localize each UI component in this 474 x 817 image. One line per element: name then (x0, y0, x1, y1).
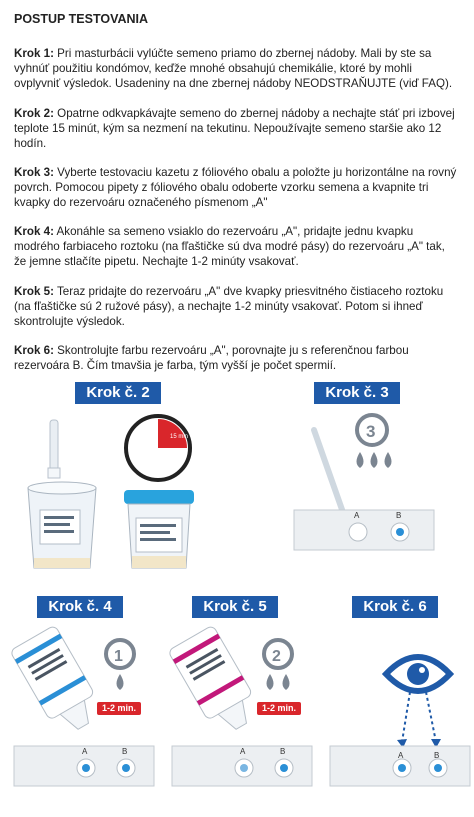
page-title: POSTUP TESTOVANIA (14, 12, 149, 26)
krok2-badge: Krok č. 2 (75, 382, 161, 404)
capped-cup-icon (124, 490, 194, 504)
step-4: Krok 4: Akonáhle sa semeno vsiaklo do rezervoáru „A", pridajte jednu kvapku modrého farbiaceho roztoku (na fľaštičke sú dva modré pásy) do rezervoáru „A" tak, že jemne stlačíte pipetu. Nechajte 1-2 minúty vsakovať. (14, 225, 445, 268)
step-6: Krok 6: Skontrolujte farbu rezervoáru „A", porovnajte ju s referenčnou farbou rezervoára B. Čím tmavšia je farba, tým vyšší je počet spermií. (14, 344, 409, 372)
svg-text:B: B (122, 747, 128, 756)
krok5-time-tag: 1-2 min. (257, 702, 301, 715)
krok5-illustration (168, 622, 318, 812)
svg-text:A: A (240, 747, 246, 756)
krok3-badge: Krok č. 3 (314, 382, 400, 404)
step-3: Krok 3: Vyberte testovaciu kazetu z fóliového obalu a položte ju horizontálne na rovný povrch. Pomocou pipety z fóliového obalu odoberte vzorku semena a kvapnite tri kvapky do rezervoáru označeného písmenom „A" (14, 166, 457, 209)
svg-text:A: A (398, 751, 404, 760)
krok4-illustration (10, 622, 160, 812)
eye-icon (386, 657, 450, 691)
step-1: Krok 1: Pri masturbácii vylúčte semeno priamo do zbernej nádoby. Mali by ste sa vyhnúť použitiu kondómov, keďže mnohé obsahujú chemikálie, ktoré by mohli ovplyvniť výsledok. Usadeniny na dne zbernej nádoby NEODSTRAŇUJTE (viď FAQ). (14, 47, 453, 90)
svg-text:A: A (354, 511, 360, 520)
krok3-illustration (290, 410, 460, 570)
step-2: Krok 2: Opatrne odkvapkávajte semeno do zbernej nádoby a nechajte stáť pri izbovej teplote 15 minút, kým sa nezmení na tekutinu. Nepoužívajte semeno staršie ako 12 hodín. (14, 107, 455, 150)
krok2-illustration (18, 410, 218, 580)
step-5: Krok 5: Teraz pridajte do rezervoáru „A" dve kvapky priesvitného čistiaceho roztoku (na fľaštičke sú 2 ružové pásy), a nechajte 1-2 minúty vsakovať. Potom si ihneď skontrolujte výsledok. (14, 285, 444, 328)
svg-text:2: 2 (272, 648, 281, 665)
krok5-badge: Krok č. 5 (192, 596, 278, 618)
cleaning-solution-bottle-icon (168, 625, 264, 739)
krok4-badge: Krok č. 4 (37, 596, 123, 618)
svg-text:1: 1 (114, 648, 123, 665)
blue-dye-bottle-icon (10, 625, 106, 739)
svg-text:B: B (396, 511, 402, 520)
krok4-time-tag: 1-2 min. (97, 702, 141, 715)
krok6-illustration (326, 622, 472, 812)
krok6-badge: Krok č. 6 (352, 596, 438, 618)
pipette-icon (50, 420, 58, 470)
svg-text:B: B (434, 751, 440, 760)
svg-text:B: B (280, 747, 286, 756)
svg-text:3: 3 (366, 422, 376, 441)
svg-text:A: A (82, 747, 88, 756)
svg-text:15 min: 15 min (170, 434, 189, 440)
